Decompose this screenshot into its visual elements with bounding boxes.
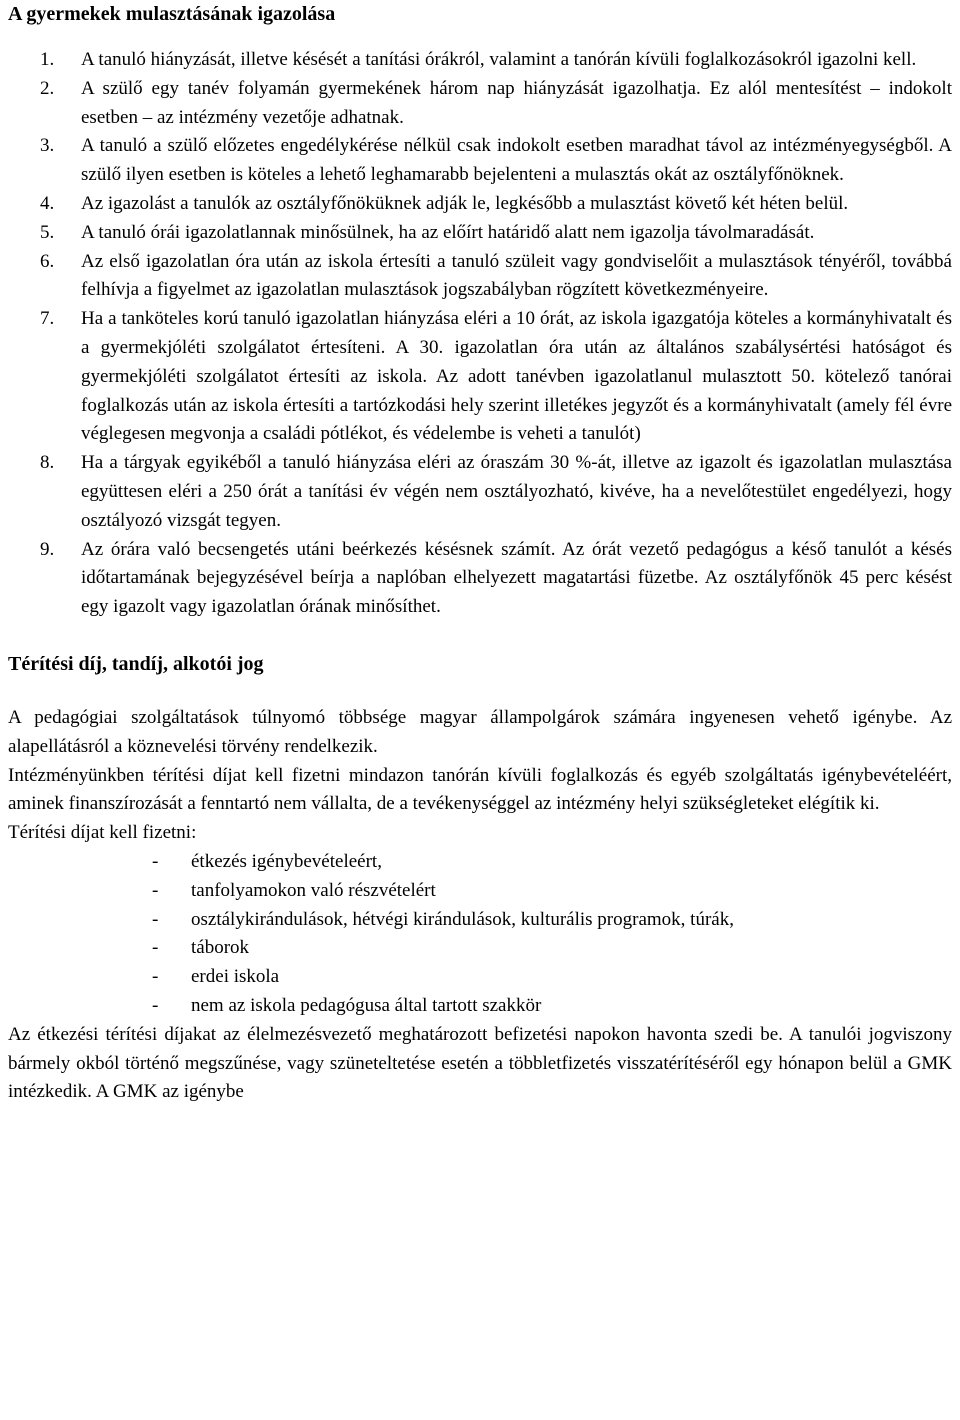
list-dash: - xyxy=(152,994,159,1016)
item-number: 3. xyxy=(40,135,55,157)
item-text: osztálykirándulások, hétvégi kirándulások, kulturális programok, túrák, xyxy=(191,908,734,930)
list-dash: - xyxy=(152,937,159,959)
paragraph-fee-obligation: Intézményünkben térítési díjat kell fizetni mindazon tanórán kívüli foglalkozás és egyéb szolgáltatás igénybevételéért, aminek finanszírozását a fenntartó nem vállalta, de a tevékenységgel az intézmény helyi szükségleteket elégítik ki. xyxy=(8,764,952,815)
item-text: Az igazolást a tanulók az osztályfőnöküknek adják le, legkésőbb a mulasztást követő két héten belül. xyxy=(81,192,849,214)
list-item xyxy=(8,848,952,877)
fee-items-list xyxy=(8,848,952,1021)
item-number: 8. xyxy=(40,452,55,474)
item-text: A szülő egy tanév folyamán gyermekének három nap hiányzását igazolhatja. Ez alól mentesítést – indokolt esetben – az intézmény vezetője adhatnak. xyxy=(81,77,952,128)
list-item xyxy=(8,963,952,992)
item-number: 4. xyxy=(40,192,55,214)
item-number: 6. xyxy=(40,250,55,272)
list-item xyxy=(8,536,952,622)
list-item xyxy=(8,877,952,906)
item-number: 2. xyxy=(40,77,55,99)
list-item xyxy=(8,132,952,190)
item-text: Ha a tanköteles korú tanuló igazolatlan hiányzása eléri a 10 órát, az iskola igazgatója köteles a kormányhivatalt és a gyermekjóléti szolgálatot értesíteni. A 30. igazolatlan óra után az általános szabálysértési hatóságot és gyermekjóléti szolgálatot értesíti az iskola. Az adott tanévben igazolatlanul mulasztott 50. kötelező tanórai foglalkozás után az iskola értesíti a tartózkodási hely szerint illetékes jegyzőt és a kormányhivatalt (amely fél évre véglegesen megvonja a családi pótlékot, és védelembe is veheti a tanulót) xyxy=(81,308,952,445)
list-item xyxy=(8,934,952,963)
list-item xyxy=(8,75,952,133)
item-text: A tanuló a szülő előzetes engedélykérése nélkül csak indokolt esetben maradhat távol az intézményegységből. A szülő ilyen esetben is köteles a lehető leghamarabb bejelenteni a mulasztás okát az osztályfőnöknek. xyxy=(81,135,952,186)
item-text: A tanuló órái igazolatlannak minősülnek, ha az előírt határidő alatt nem igazolja távolmaradását. xyxy=(81,221,815,243)
item-text: tanfolyamokon való részvételért xyxy=(191,879,436,901)
list-item xyxy=(8,190,952,219)
item-text: étkezés igénybevételeért, xyxy=(191,850,382,872)
item-text: Az órára való becsengetés utáni beérkezés késésnek számít. Az órát vezető pedagógus a késő tanulót a késés időtartamának bejegyzésével beírja a naplóban elhelyezett magatartási füzetbe. Az osztályfőnök 45 perc késést egy igazolt vagy igazolatlan órának minősíthet. xyxy=(81,538,952,618)
item-number: 7. xyxy=(40,308,55,330)
list-dash: - xyxy=(152,966,159,988)
item-text: erdei iskola xyxy=(191,966,280,988)
fee-list-intro: Térítési díjat kell fizetni: xyxy=(8,822,197,844)
list-item xyxy=(8,906,952,935)
section-title-absence: A gyermekek mulasztásának igazolása xyxy=(8,3,336,25)
list-dash: - xyxy=(152,879,159,901)
item-text: A tanuló hiányzását, illetve késését a tanítási órákról, valamint a tanórán kívüli foglalkozásokról igazolni kell. xyxy=(81,49,917,70)
absence-rules-list xyxy=(8,46,952,622)
item-number: 5. xyxy=(40,221,55,243)
section-title-fees: Térítési díj, tandíj, alkotói jog xyxy=(8,652,264,675)
list-item xyxy=(8,449,952,535)
list-item xyxy=(8,219,952,248)
list-item xyxy=(8,305,952,449)
item-text: Ha a tárgyak egyikéből a tanuló hiányzása eléri az óraszám 30 %-át, illetve az igazolt és igazolatlan mulasztása együttesen eléri a 250 órát a tanítási év végén nem osztályozható, kivéve, ha a nevelőtestület engedélyezi, hogy osztályozó vizsgát tegyen. xyxy=(81,452,952,531)
list-item xyxy=(8,248,952,306)
list-item xyxy=(8,992,952,1021)
list-item xyxy=(8,46,952,75)
item-number: 9. xyxy=(40,538,55,560)
item-text: Az első igazolatlan óra után az iskola értesíti a tanuló szüleit vagy gondviselőit a mulasztások tényéről, továbbá felhívja a figyelmet az igazolatlan mulasztások jogszabályban rögzített következményeire. xyxy=(81,250,952,301)
item-text: nem az iskola pedagógusa által tartott szakkör xyxy=(191,994,542,1016)
list-dash: - xyxy=(152,850,159,872)
item-text: táborok xyxy=(191,937,250,959)
list-dash: - xyxy=(152,908,159,930)
paragraph-free-services: A pedagógiai szolgáltatások túlnyomó többsége magyar állampolgárok számára ingyenesen vehető igénybe. Az alapellátásról a köznevelési törvény rendelkezik. xyxy=(8,706,952,757)
item-number: 1. xyxy=(40,49,55,70)
paragraph-meal-fees: Az étkezési térítési díjakat az élelmezésvezető meghatározott befizetési napokon havonta szedi be. A tanulói jogviszony bármely okból történő megszűnése, vagy szüneteltetése esetén a többletfizetés visszatérítéséről egy hónapon belül a GMK intézkedik. A GMK az igénybe xyxy=(8,1023,952,1103)
